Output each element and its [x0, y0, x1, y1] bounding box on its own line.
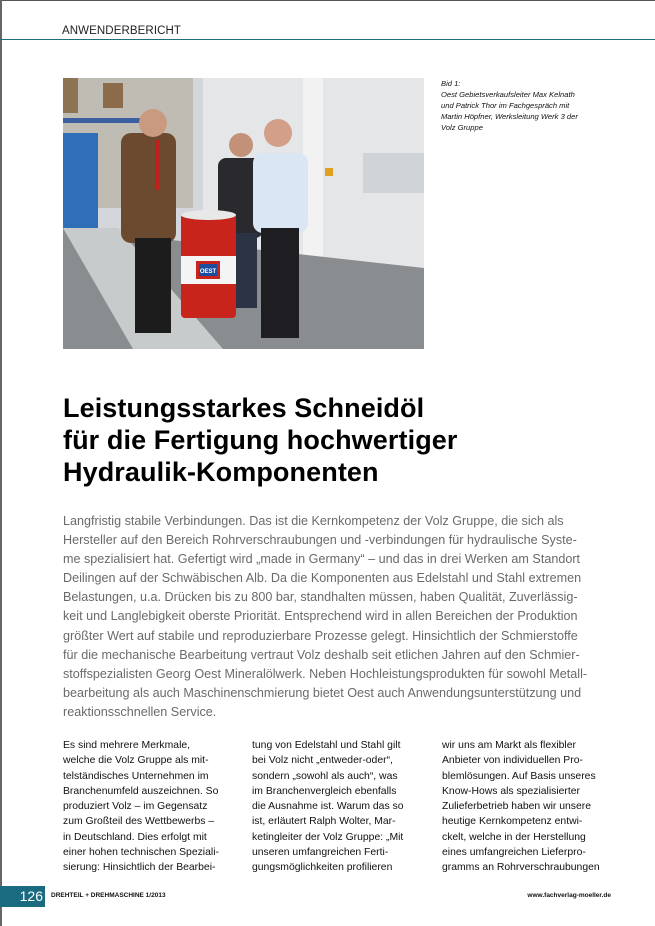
page-number: 126	[19, 888, 43, 904]
header-rule	[0, 39, 655, 40]
oest-logo-text: OEST	[199, 269, 217, 275]
body-line: unseren umfangreichen Ferti-	[252, 847, 389, 859]
headline-line: Leistungsstarkes Schneidöl	[63, 393, 425, 423]
body-line: sierung: Hinsichtlich der Bearbei-	[63, 862, 216, 874]
lead-line: für die mechanische Bearbeitung vertraut Volz deshalb seit etlichen Jahren auf den Schmier-	[63, 647, 580, 662]
lead-line: me spezialisiert hat. Gefertigt wird „made in Germany“ – und das in drei Werken am Standort	[63, 552, 581, 567]
lead-line: größter Wert auf stabile und reproduzierbare Prozesse gelegt. Hinsichtlich der Schmierstoffe	[63, 628, 578, 643]
photo-box	[63, 78, 78, 113]
article-lead	[63, 512, 623, 722]
oil-barrel-lid	[181, 210, 236, 220]
body-line: welche die Volz Gruppe als mit-	[63, 755, 209, 767]
lead-line: Deilingen auf der Schwäbischen Alb. Da die Komponenten aus Edelstahl und Stahl extremen	[63, 571, 582, 586]
body-line: wir uns am Markt als flexibler	[442, 740, 576, 751]
photo-person-middle-head	[229, 133, 253, 157]
body-line: produziert Volz – im Gegensatz	[63, 801, 208, 813]
photo-machine-part	[363, 153, 424, 193]
body-line: ckelt, welche in der Herstellung	[442, 831, 586, 843]
body-line: die Ausnahme ist. Warum das so	[252, 801, 404, 813]
page-number-box	[0, 886, 45, 907]
body-line: tung von Edelstahl und Stahl gilt	[252, 740, 401, 751]
body-line: heutige Kernkompetenz entwi-	[442, 816, 583, 828]
caption-line: Oest Gebietsverkaufsleiter Max Kelnath	[441, 90, 575, 99]
article-photo	[63, 78, 424, 349]
body-column-1	[63, 738, 243, 876]
body-line: Es sind mehrere Merkmale,	[63, 740, 191, 751]
body-line: gramms an Rohrverschraubungen	[442, 862, 600, 874]
photo-person-right-trousers	[261, 228, 299, 338]
photo-box	[103, 83, 123, 108]
body-line: ist, erläutert Ralph Wolter, Mar-	[252, 816, 396, 828]
body-line: Anbieter von individuellen Pro-	[442, 755, 583, 767]
caption-title: Bid 1:	[441, 79, 461, 88]
page-frame-top	[0, 0, 655, 1]
caption-line: Martin Höpfner, Werksleitung Werk 3 der	[441, 112, 578, 121]
article-headline	[63, 392, 623, 488]
photo-blue-cabinet	[63, 133, 98, 233]
magazine-issue: DREHTEIL + DREHMASCHINE 1/2013	[51, 892, 166, 899]
body-line: einer hohen technischen Speziali-	[63, 847, 219, 859]
body-column-3	[442, 738, 622, 876]
caption-line: und Patrick Thor im Fachgespräch mit	[441, 101, 570, 110]
body-line: sondern „sowohl als auch“, was	[252, 770, 398, 782]
photo-illustration	[63, 78, 424, 349]
body-line: Know-Hows als spezialisierter	[442, 785, 581, 797]
lead-line: stoffspezialisten Georg Oest Mineralölwerk. Neben Hochleistungsprodukten für sowohl Metall-	[63, 666, 588, 681]
lead-line: reaktionsschnellen Service.	[63, 704, 217, 719]
lead-line: Hersteller auf den Bereich Rohrverschraubungen und -verbindungen für hydraulische Syste-	[63, 533, 577, 548]
body-line: blemlösungen. Auf Basis unseres	[442, 770, 596, 782]
photo-person-right-head	[264, 119, 292, 147]
photo-person-left-tie	[155, 140, 159, 190]
body-line: bei Volz nicht „entweder-oder“,	[252, 755, 393, 767]
lead-line: bearbeitung als auch Maschinenschmierung bietet Oest auch Anwendungsunterstützung und	[63, 685, 582, 700]
photo-warning-label	[325, 168, 333, 176]
body-line: in Deutschland. Dies erfolgt mit	[63, 831, 207, 843]
caption-line: Volz Gruppe	[441, 123, 483, 132]
body-line: gungsmöglichkeiten profilieren	[252, 862, 393, 874]
body-column-2	[252, 738, 432, 876]
photo-shelf	[63, 118, 143, 123]
figure-caption	[441, 78, 621, 133]
lead-line: Langfristig stabile Verbindungen. Das ist die Kernkompetenz der Volz Gruppe, die sich als	[63, 514, 564, 528]
body-line: telständisches Unternehmen im	[63, 770, 209, 782]
lead-line: Belastungen, u.a. Drücken bis zu 800 bar, standhalten müssen, haben Qualität, Zuverlässig-	[63, 590, 578, 605]
body-line: zum Großteil des Wettbewerbs –	[63, 816, 215, 828]
photo-person-right-shirt	[253, 153, 308, 233]
body-line: eines umfangreichen Lieferpro-	[442, 847, 586, 859]
headline-line: für die Fertigung hochwertiger	[63, 425, 458, 455]
headline-line: Hydraulik-Komponenten	[63, 457, 379, 487]
photo-person-left-trousers	[135, 238, 171, 333]
photo-person-left-head	[139, 109, 167, 137]
lead-line: keit und Langlebigkeit oberste Priorität. Entsprechend wird in allen Bereichen der Produktion	[63, 609, 578, 624]
publisher-website[interactable]: www.fachverlag-moeller.de	[527, 892, 611, 899]
body-line: im Branchenvergleich ebenfalls	[252, 785, 397, 797]
section-label: ANWENDERBERICHT	[62, 25, 182, 37]
body-line: ketingleiter der Volz Gruppe: „Mit	[252, 831, 404, 843]
page-frame-left	[0, 0, 2, 926]
body-line: Zulieferbetrieb haben wir unsere	[442, 801, 592, 813]
body-line: Branchenumfeld auszeichnen. So	[63, 785, 219, 797]
photo-person-left-jacket	[121, 133, 176, 243]
